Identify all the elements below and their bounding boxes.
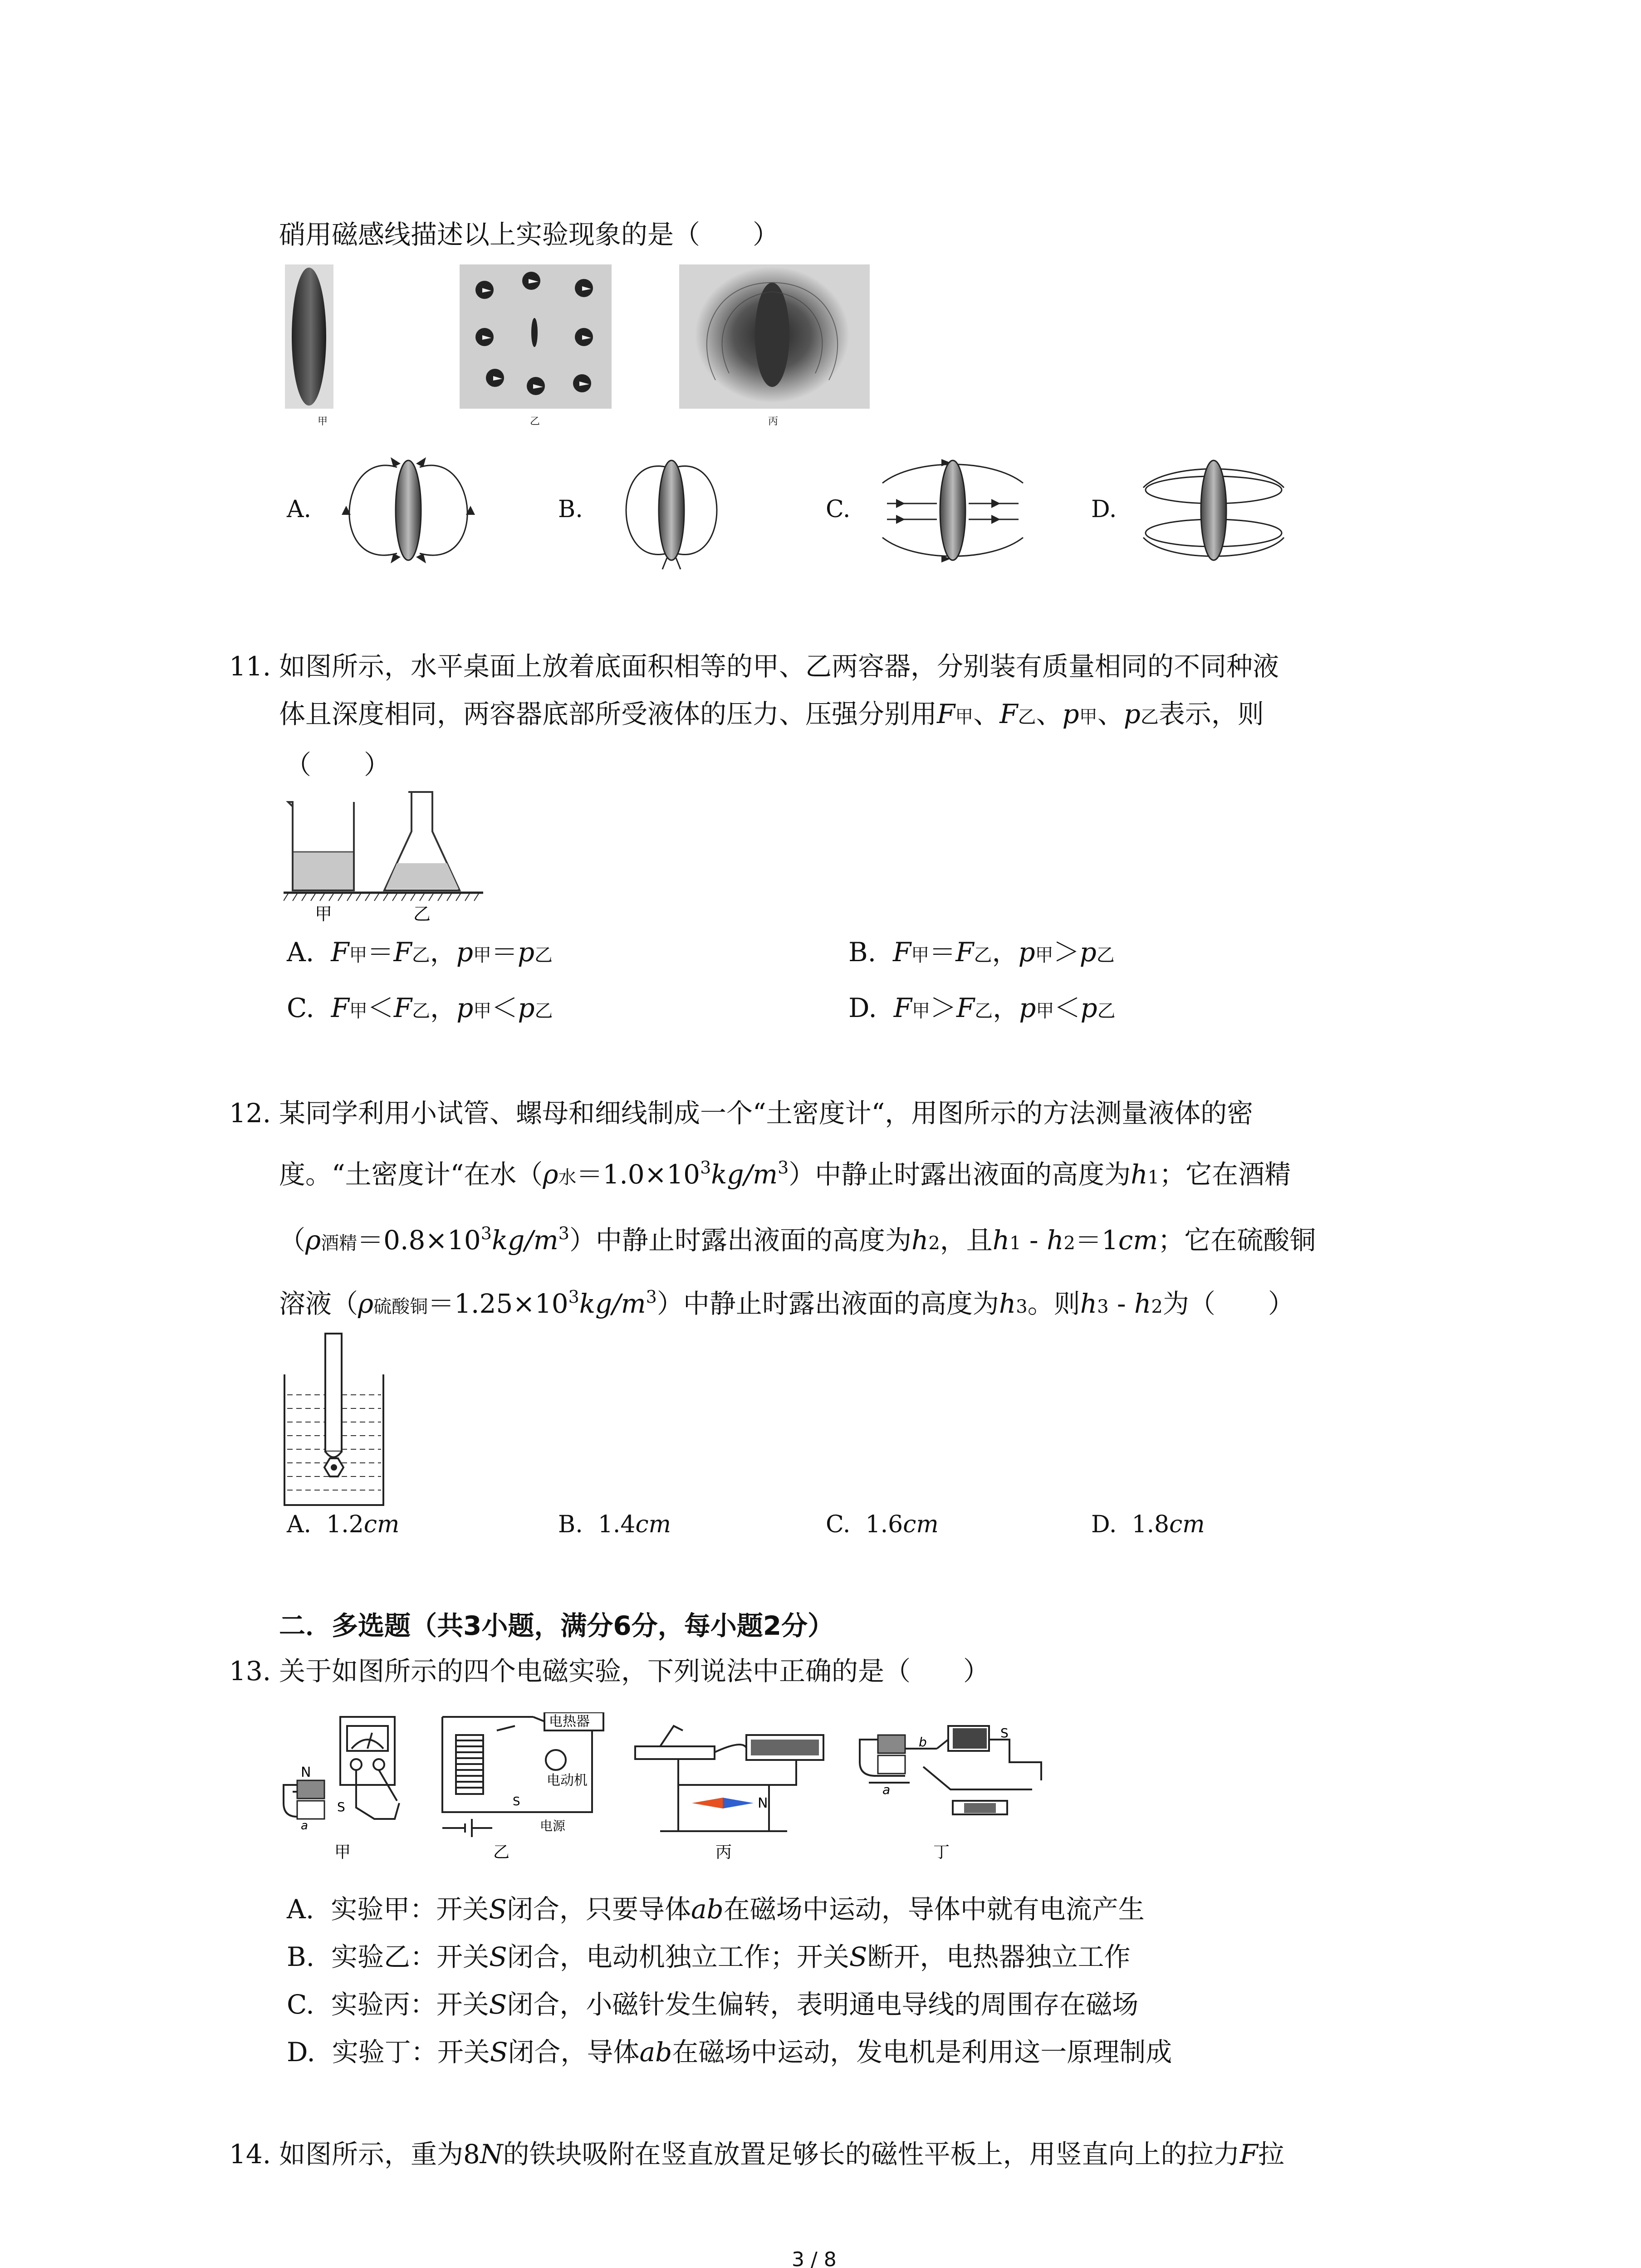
q12-line2: 度。“土密度计“在水（ρ水$=1.0\times 10^3kg/m^3$）中静止时露出液面的高度为h1；它在酒精 xyxy=(279,1158,1291,1190)
q11-line1: 如图所示，水平桌面上放着底面积相等的甲、乙两容器，分别装有质量相同的不同种液 xyxy=(279,651,1279,682)
field-diagram-a xyxy=(333,440,483,581)
photo-bing-filings xyxy=(679,264,870,409)
q11-figure-label-jia: 甲 xyxy=(314,904,333,924)
q13-figure-label-yi: 乙 xyxy=(493,1843,510,1862)
q13-option-d[interactable]: D. 实验丁：开关S闭合，导体ab在磁场中运动，发电机是利用这一原理制成 xyxy=(287,2037,1172,2068)
q13-jia-n-label: N xyxy=(301,1765,311,1780)
q13-yi-motor-label: 电动机 xyxy=(547,1773,588,1789)
q10-option-d[interactable]: D. xyxy=(1091,496,1117,523)
q13-ding-s-label: S xyxy=(1000,1725,1009,1740)
q13-yi-power-label: 电源 xyxy=(540,1818,566,1833)
photo-label-yi: 乙 xyxy=(530,416,540,427)
section-heading-multiple-choice: 二．多选题（共3小题，满分6分，每小题2分） xyxy=(279,1610,834,1641)
q13-option-b[interactable]: B. 实验乙：开关S闭合，电动机独立工作；开关S断开，电热器独立工作 xyxy=(287,1941,1131,1972)
q11-answer-paren: （ ） xyxy=(285,749,391,780)
q12-option-d[interactable]: D. 1.8cm xyxy=(1091,1511,1205,1538)
q13-bing-n-label: N xyxy=(758,1795,768,1811)
q13-option-a[interactable]: A. 实验甲：开关S闭合，只要导体ab在磁场中运动，导体中就有电流产生 xyxy=(287,1894,1145,1925)
magnet-icon xyxy=(285,264,333,409)
field-diagram-b xyxy=(603,440,740,581)
q12-option-a[interactable]: A. 1.2cm xyxy=(287,1511,400,1538)
q13-figure-label-bing: 丙 xyxy=(715,1843,732,1862)
q13-ding-b-label: b xyxy=(919,1735,927,1750)
q13-yi-s-label: S xyxy=(513,1795,520,1809)
q11-number: 11. xyxy=(229,651,271,682)
q11-line2: 体且深度相同，两容器底部所受液体的压力、压强分别用F甲、F乙、p甲、p乙表示，则 xyxy=(279,699,1264,729)
q13-ding-a-label: a xyxy=(882,1782,891,1797)
q13-yi-heater-label: 电热器 xyxy=(549,1714,590,1730)
q11-figure-label-yi: 乙 xyxy=(413,904,431,924)
q13-jia-s-label: S xyxy=(337,1799,345,1814)
q10-stem: 硝用磁感线描述以上实验现象的是（ ） xyxy=(279,219,779,250)
photo-label-jia: 甲 xyxy=(318,416,328,427)
q11-option-d[interactable]: D. F甲＞F乙，p甲＜p乙 xyxy=(848,992,1116,1023)
q11-containers-figure xyxy=(284,788,485,924)
photo-label-bing: 丙 xyxy=(768,416,779,427)
q14-number: 14. xyxy=(229,2139,271,2170)
q13-figure-jia xyxy=(279,1712,411,1862)
q10-option-a[interactable]: A. xyxy=(287,496,312,523)
q12-number: 12. xyxy=(229,1098,271,1129)
q13-option-c[interactable]: C. 实验丙：开关S闭合，小磁针发生偏转，表明通电导线的周围存在磁场 xyxy=(287,1989,1139,2020)
q12-line1: 某同学利用小试管、螺母和细线制成一个“土密度计“，用图所示的方法测量液体的密 xyxy=(279,1098,1254,1129)
q12-densimeter-figure xyxy=(284,1331,386,1508)
page-number: 3 / 8 xyxy=(792,2248,837,2268)
q10-option-b[interactable]: B. xyxy=(558,496,583,523)
q12-option-c[interactable]: C. 1.6cm xyxy=(826,1511,939,1538)
q13-stem: 关于如图所示的四个电磁实验，下列说法中正确的是（ ） xyxy=(279,1656,990,1686)
photo-jia-magnet xyxy=(285,264,333,409)
q11-option-a[interactable]: A. F甲＝F乙，p甲＝p乙 xyxy=(287,937,553,968)
q13-figure-label-ding: 丁 xyxy=(933,1843,950,1862)
q13-jia-a-label: a xyxy=(301,1819,308,1833)
q13-figure-yi xyxy=(438,1712,610,1862)
q11-option-b[interactable]: B. F甲＝F乙，p甲＞p乙 xyxy=(848,937,1115,968)
q13-figure-label-jia: 甲 xyxy=(334,1843,351,1862)
photo-yi-compasses xyxy=(460,264,612,409)
field-diagram-d xyxy=(1139,440,1288,581)
q10-option-c[interactable]: C. xyxy=(826,496,851,523)
q12-line3: （ρ酒精$=0.8\times 10^3kg/m^3$）中静止时露出液面的高度为h2，且h1 - h2＝1cm；它在硫酸铜 xyxy=(279,1223,1316,1256)
q13-figure-bing xyxy=(633,1712,833,1862)
q14-stem: 如图所示，重为8N的铁块吸附在竖直放置足够长的磁性平板上，用竖直向上的拉力F拉 xyxy=(279,2139,1284,2170)
q12-option-b[interactable]: B. 1.4cm xyxy=(558,1511,671,1538)
q12-line4: 溶液（ρ硫酸铜$=1.25\times 10^3kg/m^3$）中静止时露出液面的高度为h3。则h3 - h2为（ ） xyxy=(279,1287,1294,1319)
q13-number: 13. xyxy=(229,1656,271,1686)
q13-figure-ding xyxy=(851,1712,1050,1862)
q11-option-c[interactable]: C. F甲＜F乙，p甲＜p乙 xyxy=(287,992,553,1023)
field-diagram-c xyxy=(878,440,1028,581)
